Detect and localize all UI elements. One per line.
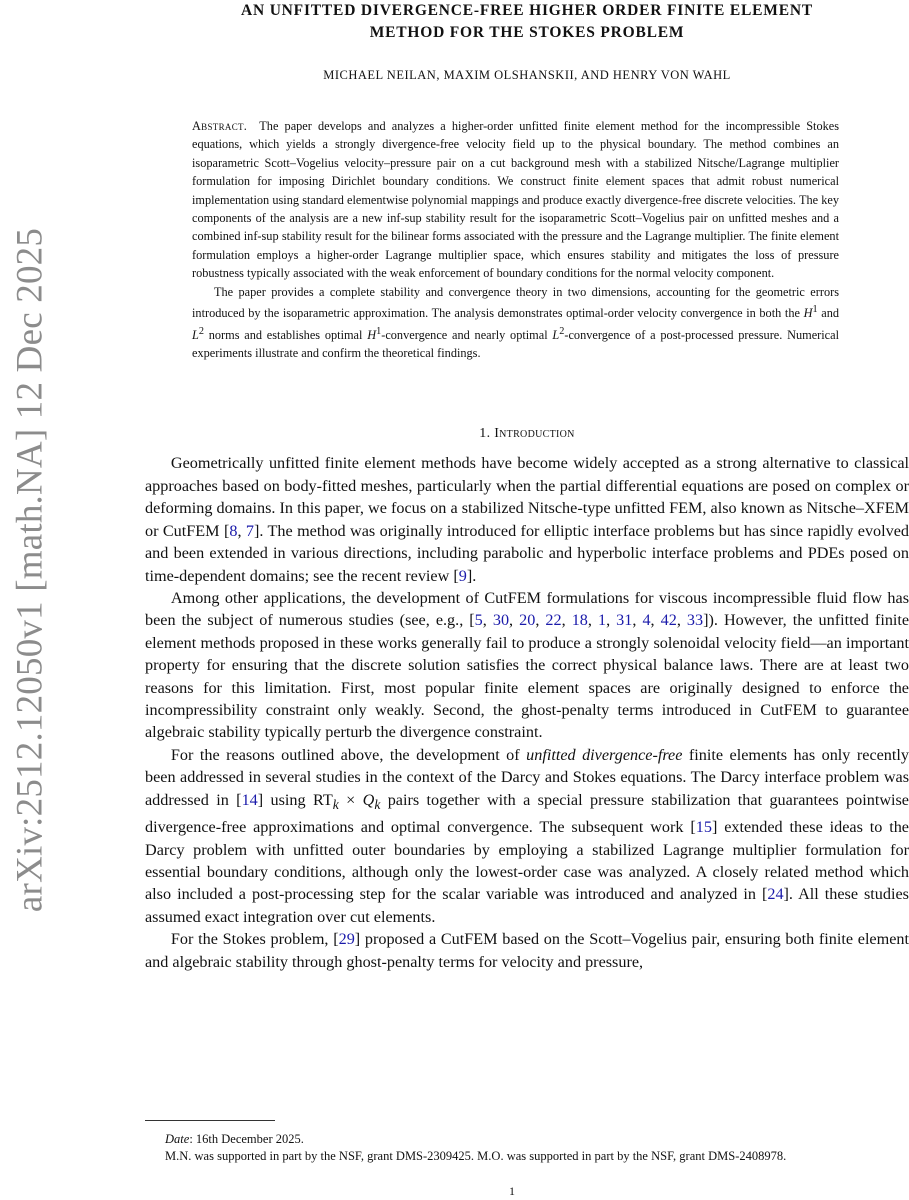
citation-separator: ,: [482, 611, 493, 630]
intro-paragraph-3: [145, 744, 909, 928]
intro-text: ].: [466, 566, 477, 585]
footnotes: [145, 1131, 909, 1166]
arxiv-identifier: arXiv:2512.12050v1 [math.NA] 12 Dec 2025: [9, 227, 51, 913]
intro-text: Geometrically unfitted finite element methods have become widely accepted as a strong alternative to classical approaches based on body-fitted meshes, particularly when the partial differential equations are posed on complex or deforming domains. In this paper, we focus on a stabilized Nitsche-type unfitted FEM, also known as Nitsche–XFEM or CutFEM [: [145, 454, 909, 540]
math-Q: Q: [362, 790, 375, 809]
math-times: ×: [338, 790, 363, 809]
footnote-funding: M.N. was supported in part by the NSF, grant DMS-2309425. M.O. was supported in part by the NSF, grant DMS-2408978.: [165, 1149, 787, 1164]
citation-link[interactable]: 30: [492, 611, 510, 630]
title-line-1: AN UNFITTED DIVERGENCE-FREE HIGHER ORDER FINITE ELEMENT: [241, 2, 813, 19]
intro-text: finite elements has only recently been addressed in several studies in the context of the Darcy and Stokes equations. The Darcy interface problem was addressed in [: [145, 745, 909, 809]
abstract-label: Abstract.: [192, 119, 248, 133]
intro-text: ] using RT: [257, 790, 333, 809]
citation-link[interactable]: 18: [571, 611, 588, 630]
citation-link[interactable]: 14: [241, 790, 258, 809]
citation-link[interactable]: 33: [686, 611, 704, 630]
math-sup: 1: [812, 304, 818, 316]
intro-paragraph-1: [145, 452, 909, 586]
citation-separator: ,: [509, 611, 520, 630]
abstract-text-2b: and: [817, 306, 839, 321]
citation-link[interactable]: 9: [458, 566, 467, 585]
citation-separator: ,: [587, 611, 598, 630]
math-L: L: [552, 327, 560, 342]
math-sup: 2: [198, 325, 204, 337]
intro-text: ] extended these ideas to the Darcy problem with unfitted outer boundaries by employing a stabilized Lagrange multiplier formulation for essential boundary conditions, although only the lowest-order case was analyzed. A closely related method which also included a post-processing step for the scalar variable was introduced and analyzed in [: [145, 818, 909, 904]
citation-separator: ,: [535, 611, 546, 630]
intro-paragraph-4: [145, 928, 909, 973]
citation-list: [475, 611, 703, 629]
citation-link[interactable]: 29: [338, 930, 355, 949]
emphasis: unfitted divergence-free: [526, 745, 683, 764]
citation-link[interactable]: 1: [597, 611, 607, 630]
abstract-text-2e: -convergence of a post-processed pressure. Numerical experiments illustrate and confirm the theoretical findings.: [192, 327, 839, 361]
page-content: [145, 0, 909, 973]
math-sup: 2: [559, 325, 565, 337]
intro-text: Among other applications, the development of CutFEM formulations for viscous incompressible fluid flow has been the subject of numerous studies (see, e.g., [: [145, 588, 909, 630]
abstract-text-2d: -convergence and nearly optimal: [381, 327, 553, 342]
abstract-text-1: The paper develops and analyzes a higher-order unfitted finite element method for the incompressible Stokes equations, which yields a strongly divergence-free velocity field up to the physical boundary. The method combines an isoparametric Scott–Vogelius velocity–pressure pair on a cut background mesh with a stabilized Nitsche/Lagrange multiplier formulation for imposing Dirichlet boundary conditions. We construct finite element spaces that admit robust numerical implementation using standard elementwise polynomial mappings and produce exactly divergence-free discrete velocities. The key components of the analysis are a new inf-sup stability result for the isoparametric Scott–Vogelius pair on unfitted meshes and a combined inf-sup stability result for the bilinear forms associated with the pressure and the Lagrange multiplier. The finite element formulation employs a higher-order Lagrange multiplier space, which ensures stability and mitigates the loss of pressure robustness typically associated with the weak enforcement of boundary conditions for the normal velocity component.: [192, 119, 839, 281]
abstract-paragraph-2: [192, 283, 839, 363]
intro-text: For the Stokes problem, [: [170, 930, 339, 949]
math-H: H: [367, 327, 377, 342]
citation-link[interactable]: 24: [767, 885, 784, 904]
citation-separator: ,: [650, 611, 661, 630]
math-L: L: [192, 327, 199, 342]
footnote-rule: [145, 1120, 275, 1121]
date-value: : 16th December 2025.: [189, 1132, 304, 1146]
citation-link[interactable]: 42: [660, 611, 677, 630]
arxiv-stamp: [0, 0, 60, 1200]
footnote-date: [145, 1131, 909, 1148]
intro-text: pairs together with a special pressure stabilization that guarantees pointwise divergence-free approximations and optimal convergence. The subsequent work [: [145, 790, 909, 837]
citation-link[interactable]: 15: [695, 818, 712, 837]
date-label: Date: [165, 1132, 190, 1146]
abstract-paragraph-1: [192, 117, 839, 283]
citation-link[interactable]: 22: [545, 611, 562, 630]
citation-link[interactable]: 31: [616, 611, 633, 630]
author-list: MICHAEL NEILAN, MAXIM OLSHANSKII, AND HENRY VON WAHL: [323, 68, 731, 82]
intro-text: ]. All these studies assumed exact integration over cut elements.: [145, 885, 909, 926]
introduction-body: [145, 452, 909, 973]
math-subscript: k: [374, 796, 381, 812]
title-line-2: METHOD FOR THE STOKES PROBLEM: [369, 24, 685, 41]
math-sup: 1: [376, 325, 382, 337]
page-number: 1: [509, 1184, 515, 1198]
citation-link[interactable]: 7: [245, 521, 254, 540]
intro-text: ] proposed a CutFEM based on the Scott–Vogelius pair, ensuring both finite element and algebraic stability through ghost-penalty terms for velocity and pressure,: [145, 930, 909, 971]
section-heading: 1. Introduction: [479, 426, 575, 442]
intro-text: For the reasons outlined above, the development of: [170, 745, 527, 764]
abstract: [192, 117, 839, 362]
paper-title: [145, 0, 909, 44]
citation-separator: ,: [632, 611, 643, 630]
citation-link[interactable]: 20: [519, 611, 536, 630]
math-subscript: k: [332, 796, 339, 812]
abstract-text-2a: The paper provides a complete stability and convergence theory in two dimensions, accounting for the geometric errors introduced by the isoparametric approximation. The analysis demonstrates optimal-order velocity convergence in both the: [192, 284, 839, 321]
abstract-text-2c: norms and establishes optimal: [203, 327, 368, 342]
citation-link[interactable]: 8: [229, 521, 238, 540]
intro-text: ]. The method was originally introduced for elliptic interface problems but has since rapidly evolved and been extended in various directions, including parabolic and hyperbolic interface problems and PDEs posed on time-dependent domains; see the recent review [: [145, 521, 909, 585]
citation-link[interactable]: 5: [474, 611, 483, 630]
intro-text: ,: [237, 521, 246, 540]
intro-paragraph-2: [145, 587, 909, 744]
citation-separator: ,: [606, 611, 617, 630]
citation-separator: ,: [676, 611, 687, 630]
citation-separator: ,: [561, 611, 572, 630]
intro-text: ]). However, the unfitted finite element methods proposed in these works generally fail to produce a strongly solenoidal velocity field—an important property for ensuring that the discrete solution satisfies the correct physical balance laws. There are at least two reasons for this limitation. First, most popular finite element spaces are originally designed to enforce the incompressibility constraint only weakly. Second, the ghost-penalty terms introduced in CutFEM to guarantee algebraic stability typically perturb the divergence constraint.: [145, 611, 909, 742]
citation-link[interactable]: 4: [642, 611, 651, 630]
math-H: H: [803, 306, 813, 321]
